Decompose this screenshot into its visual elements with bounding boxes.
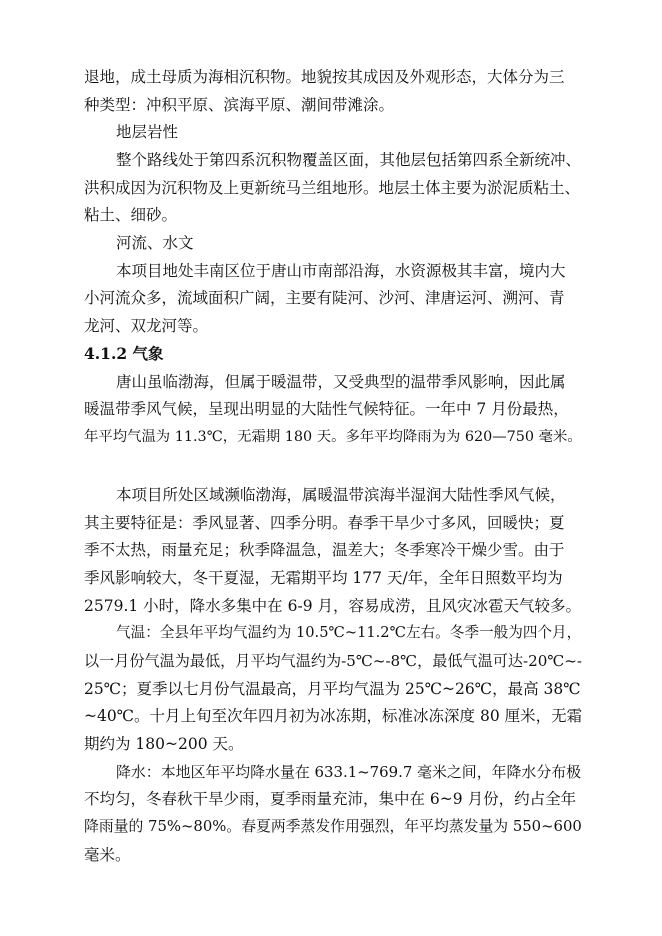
text-line: 小河流众多，流域面积广阔，主要有陡河、沙河、津唐运河、溯河、青 xyxy=(84,289,565,307)
text-line: ~40℃。十月上旬至次年四月初为冰冻期，标准冰冻深度 80 厘米，无霜 xyxy=(84,707,583,725)
text-line: 年平均气温为 11.3℃，无霜期 180 天。多年平均降雨为为 620—750 毫米。 xyxy=(84,429,582,445)
text-line: 2579.1 小时，降水多集中在 6-9 月，容易成涝，且风灾冰雹天气较多。 xyxy=(84,597,581,615)
text-line: 粘土、细砂。 xyxy=(84,206,178,224)
text-line: 毫米。 xyxy=(84,846,131,864)
text-line: 整个路线处于第四系沉积物覆盖区面，其他层包括第四系全新统冲、 xyxy=(116,151,582,169)
text-line: 龙河、双龙河等。 xyxy=(84,317,209,335)
text-line: 种类型：冲积平原、滨海平原、潮间带滩涂。 xyxy=(84,96,395,114)
text-line: 本项目地处丰南区位于唐山市南部沿海，水资源极其丰富，境内大 xyxy=(116,262,566,280)
text-line: 以一月份气温为最低，月平均气温约为-5℃~-8℃，最低气温可达-20℃~- xyxy=(84,652,583,670)
text-line: 不均匀，冬春秋干旱少雨，夏季雨量充沛，集中在 6~9 月份，约占全年 xyxy=(84,790,577,808)
text-line: 期约为 180~200 天。 xyxy=(84,735,244,753)
text-line: 气温：全县年平均气温约为 10.5℃~11.2℃左右。冬季一般为四个月， xyxy=(116,624,582,641)
section-label-strata: 地层岩性 xyxy=(116,123,179,141)
text-line: 唐山虽临渤海，但属于暖温带，又受典型的温带季风影响，因此属 xyxy=(116,373,566,391)
text-line: 25℃；夏季以七月份气温最高，月平均气温为 25℃~26℃，最高 38℃ xyxy=(84,680,581,698)
text-line: 降水：本地区年平均降水量在 633.1~769.7 毫米之间，年降水分布极 xyxy=(116,763,582,781)
text-line: 季不太热，雨量充足；秋季降温急，温差大；冬季寒冷干燥少雪。由于 xyxy=(84,541,565,559)
text-line: 其主要特征是：季风显著、四季分明。春季干旱少寸多风，回暖快；夏 xyxy=(84,514,565,532)
text-line: 本项目所处区域濒临渤海，属暖温带滨海半湿润大陆性季风气候， xyxy=(116,486,566,504)
section-label-hydrology: 河流、水文 xyxy=(116,234,194,252)
text-line: 降雨量的 75%~80%。春夏两季蒸发作用强烈，年平均蒸发量为 550~600 xyxy=(84,818,582,835)
text-line: 暖温带季风气候，呈现出明显的大陆性气候特征。一年中 7 月份最热， xyxy=(84,400,569,418)
text-line: 洪积成因为沉积物及上更新统马兰组地形。地层土体主要为淤泥质粘土、 xyxy=(84,179,581,197)
section-heading-climate: 4.1.2 气象 xyxy=(84,344,164,363)
text-line: 季风影响较大，冬干夏湿，无霜期平均 177 天/年，全年日照数平均为 xyxy=(84,569,563,587)
text-line: 退地，成土母质为海相沉积物。地貌按其成因及外观形态，大体分为三 xyxy=(84,68,565,86)
